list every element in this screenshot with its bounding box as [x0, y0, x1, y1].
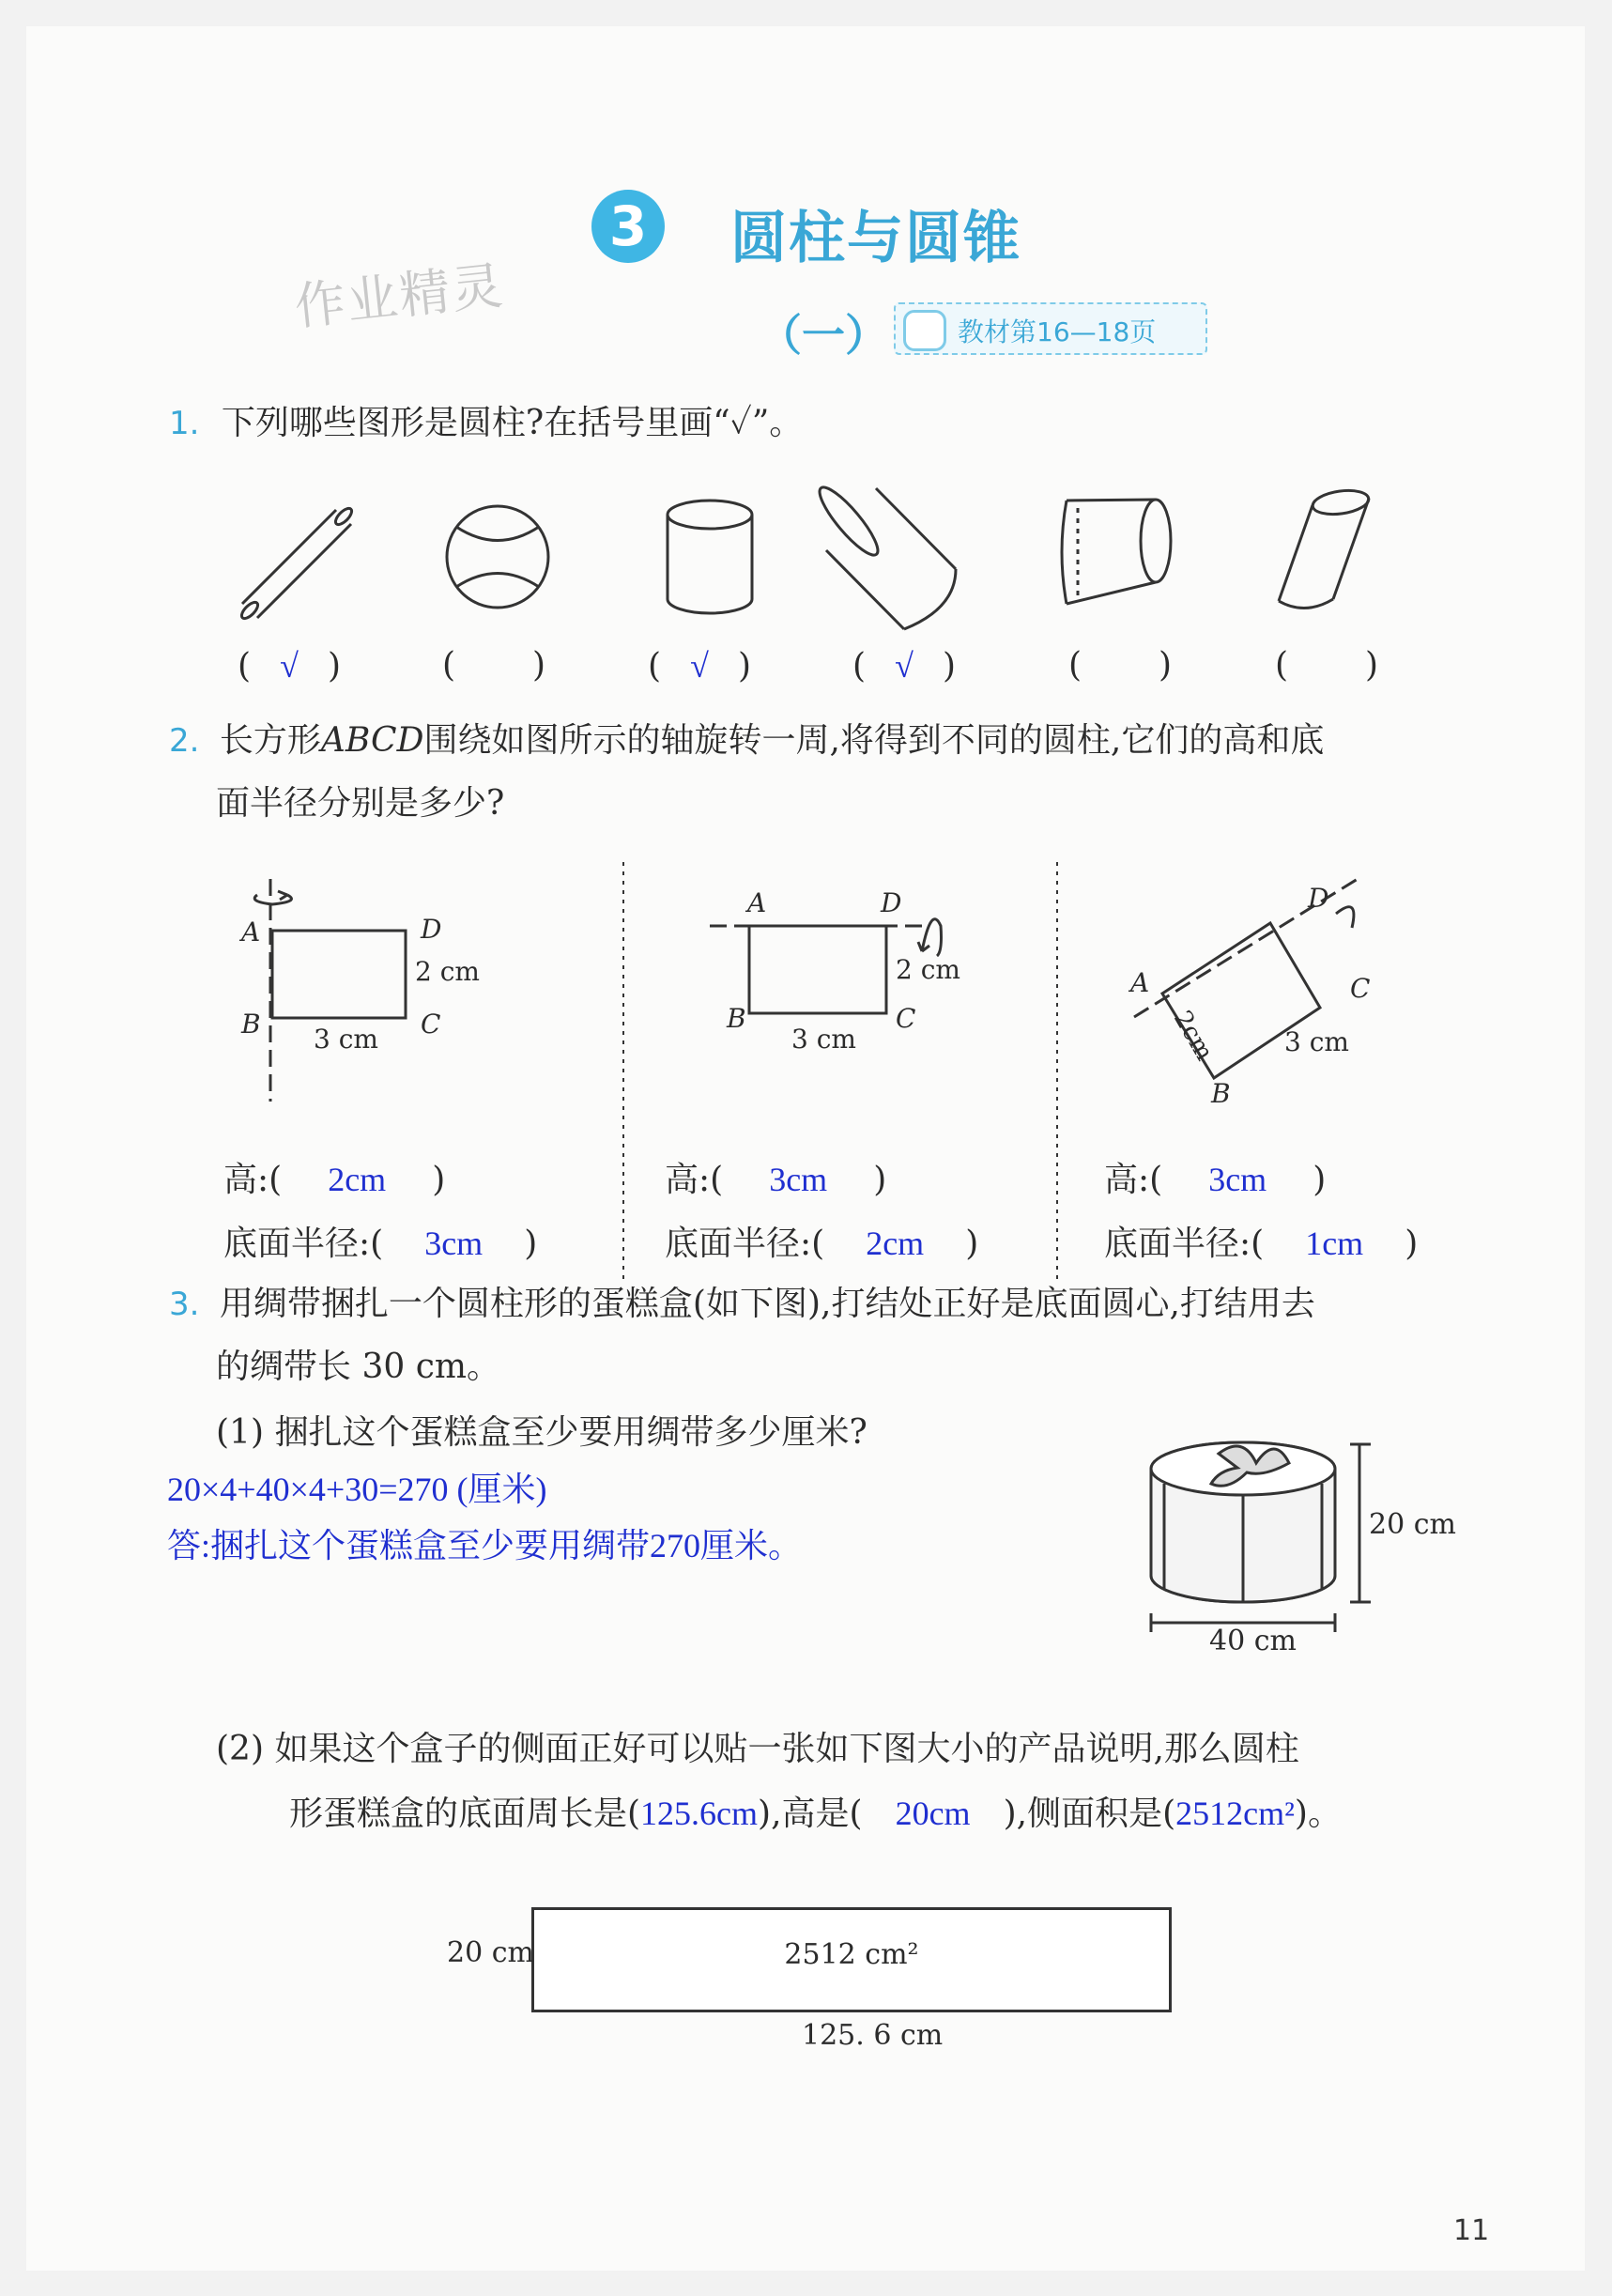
- q3-line-1: 3. 用绸带捆扎一个圆柱形的蛋糕盒(如下图),打结处正好是底面圆心,打结用去: [169, 1285, 1315, 1323]
- fig3-label-C: C: [1350, 973, 1371, 1004]
- fig2-label-B: B: [727, 1003, 746, 1034]
- q3-answer: 答:捆扎这个蛋糕盒至少要用绸带270厘米。: [167, 1527, 803, 1564]
- fig3-height-answer: 高:( 3cm ): [1104, 1161, 1327, 1199]
- fig1-radius-answer: 底面半径:( 3cm ): [223, 1225, 538, 1263]
- q3-line-2: 的绸带长 30 cm。: [216, 1348, 500, 1386]
- fig1-label-C: C: [421, 1009, 441, 1040]
- q1-answer-3: ( √ ): [648, 647, 752, 686]
- q1-text: 下列哪些图形是圆柱?在括号里画“✓”。: [221, 404, 804, 442]
- q2-number: 2.: [169, 722, 200, 760]
- q1-answer-1: ( √ ): [238, 647, 342, 686]
- fig3-label-B: B: [1211, 1078, 1231, 1109]
- fig1-height-answer: 高:( 2cm ): [223, 1161, 446, 1199]
- fig1-label-B: B: [241, 1009, 261, 1040]
- q3-sub1: (1) 捆扎这个蛋糕盒至少要用绸带多少厘米?: [216, 1413, 867, 1452]
- q3-lateral-area-answer: 2512cm²: [1175, 1795, 1295, 1832]
- cake-box-figure: [26, 26, 1585, 1717]
- product-label-width: 125. 6 cm: [802, 2019, 944, 2052]
- q1-number: 1.: [169, 405, 200, 442]
- q3-calc: 20×4+40×4+30=270 (厘米): [167, 1471, 547, 1508]
- q2-line-2: 面半径分别是多少?: [216, 784, 505, 823]
- q3-sub2-line-1: (2) 如果这个盒子的侧面正好可以贴一张如下图大小的产品说明,那么圆柱: [216, 1730, 1299, 1768]
- q1-answer-2: ( ): [442, 646, 546, 685]
- workbook-page: [26, 26, 1585, 2271]
- q2-line-1: 2. 长方形ABCD围绕如图所示的轴旋转一周,将得到不同的圆柱,它们的高和底: [169, 721, 1325, 760]
- fig3-side-length: 2cm: [1167, 1006, 1219, 1066]
- q3-number: 3.: [169, 1286, 200, 1323]
- fig2-bottom-length: 3 cm: [791, 1024, 856, 1055]
- q1-answer-6: ( ): [1275, 646, 1379, 685]
- fig2-radius-answer: 底面半径:( 2cm ): [665, 1225, 979, 1263]
- q3-sub2-line-2: 形蛋糕盒的底面周长是(125.6cm),高是( 20cm ),侧面积是(2512cm²)。: [289, 1792, 1342, 1836]
- fig2-side-length: 2 cm: [896, 954, 960, 985]
- chapter-title: 圆柱与圆锥: [730, 206, 1021, 271]
- fig2-label-D: D: [881, 887, 902, 918]
- product-label-height: 20 cm: [447, 1936, 534, 1969]
- rect-name: ABCD: [320, 721, 424, 760]
- product-label-area: 2512 cm²: [784, 1938, 919, 1971]
- fig2-height-answer: 高:( 3cm ): [665, 1161, 887, 1199]
- section-label: （一）: [759, 310, 888, 361]
- product-label-rect: [531, 1907, 1172, 2012]
- fig2-label-A: A: [747, 887, 767, 918]
- fig1-label-D: D: [421, 914, 442, 945]
- fig1-bottom-length: 3 cm: [314, 1024, 378, 1055]
- cake-box-height: 20 cm: [1369, 1508, 1456, 1541]
- chapter-number: 3: [608, 194, 648, 258]
- watermark: 作业精灵: [291, 255, 508, 337]
- fig3-bottom-length: 3 cm: [1284, 1026, 1349, 1057]
- fig2-label-C: C: [896, 1003, 916, 1034]
- q1-answer-4: ( √ ): [852, 647, 957, 686]
- fig3-label-D: D: [1308, 883, 1329, 914]
- q3-circumference-answer: 125.6cm: [640, 1795, 759, 1832]
- q1-answer-5: ( ): [1068, 646, 1173, 685]
- pages-text: 教材第16—18页: [958, 316, 1157, 347]
- page-number: 11: [1453, 2214, 1490, 2247]
- fig1-label-A: A: [241, 917, 261, 948]
- fig3-label-A: A: [1130, 967, 1150, 998]
- cake-box-diameter: 40 cm: [1209, 1625, 1297, 1657]
- fig3-radius-answer: 底面半径:( 1cm ): [1104, 1225, 1419, 1263]
- fig1-side-length: 2 cm: [415, 956, 480, 987]
- q3-height-answer: 20cm: [895, 1795, 971, 1832]
